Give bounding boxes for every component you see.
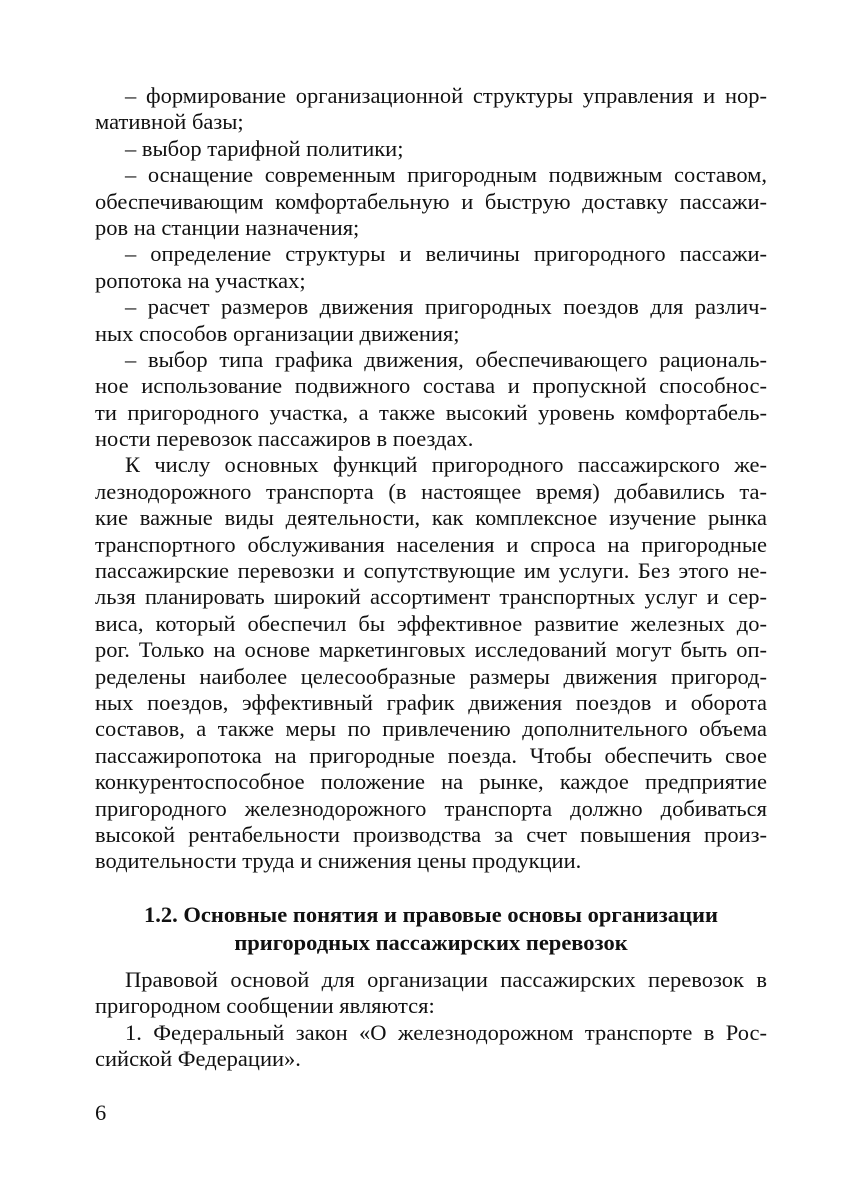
page-number: 6 xyxy=(95,1100,107,1125)
section-heading-line: пригородных пассажирских перевозок xyxy=(234,929,628,955)
main-paragraph xyxy=(95,452,767,874)
text-line: пассажирские перевозки и сопутствующие им услуги. Без этого не- xyxy=(95,558,767,584)
text-line: ных способов организации движения; xyxy=(95,320,460,346)
list-item xyxy=(95,347,767,453)
list-item xyxy=(95,162,767,241)
text-line: пригородного железнодорожного транспорта должно добиваться xyxy=(95,795,767,821)
text-line: ное использование подвижного состава и пропускной способнос- xyxy=(95,373,767,399)
list-item xyxy=(95,294,767,347)
text-line: конкурентоспособное положение на рынке, каждое предприятие xyxy=(95,769,767,795)
text-line: ти пригородного участка, а также высокий уровень комфортабель- xyxy=(95,399,767,425)
text-line: К числу основных функций пригородного пассажирского же- xyxy=(125,452,767,478)
list-item xyxy=(95,241,767,294)
text-line: – оснащение современным пригородным подвижным составом, xyxy=(125,162,767,188)
text-line: кие важные виды деятельности, как комплексное изучение рынка xyxy=(95,505,767,531)
text-line: ров на станции назначения; xyxy=(95,214,360,240)
law-item xyxy=(95,1020,767,1073)
text-line: пассажиропотока на пригородные поезда. Чтобы обеспечить свое xyxy=(95,742,767,768)
text-line: лезнодорожного транспорта (в настоящее время) добавились та- xyxy=(95,478,767,504)
text-line: мативной базы; xyxy=(95,109,244,135)
text-line: – определение структуры и величины пригородного пассажи- xyxy=(125,241,767,267)
text-line: рог. Только на основе маркетинговых исследований могут быть оп- xyxy=(95,637,767,663)
text-column xyxy=(95,83,767,1072)
text-line: 1. Федеральный закон «О железнодорожном транспорте в Рос- xyxy=(125,1019,767,1045)
section-heading xyxy=(95,901,767,957)
text-line: ности перевозок пассажиров в поездах. xyxy=(95,426,474,452)
text-line: сийской Федерации». xyxy=(95,1045,301,1071)
list-item xyxy=(95,83,767,136)
text-line: составов, а также меры по привлечению дополнительного объема xyxy=(95,716,767,742)
text-line: ных поездов, эффективный график движения поездов и оборота xyxy=(95,689,767,715)
text-line: обеспечивающим комфортабельную и быструю доставку пассажи- xyxy=(95,188,767,214)
text-line: льзя планировать широкий ассортимент транспортных услуг и сер- xyxy=(95,584,767,610)
text-line: водительности труда и снижения цены продукции. xyxy=(95,848,582,874)
legal-paragraph xyxy=(95,967,767,1020)
text-line: ропотока на участках; xyxy=(95,267,306,293)
section-heading-line: 1.2. Основные понятия и правовые основы организации xyxy=(144,901,718,927)
text-line: виса, который обеспечил бы эффективное развитие железных до- xyxy=(95,610,767,636)
text-line: – расчет размеров движения пригородных поездов для различ- xyxy=(125,294,767,320)
text-line: ределены наиболее целесообразные размеры движения пригород- xyxy=(95,663,767,689)
text-line: – выбор тарифной политики; xyxy=(125,135,404,161)
text-line: Правовой основой для организации пассажирских перевозок в xyxy=(125,966,767,992)
text-line: высокой рентабельности производства за счет повышения произ- xyxy=(95,821,767,847)
text-line: пригородном сообщении являются: xyxy=(95,993,435,1019)
text-line: – выбор типа графика движения, обеспечивающего рациональ- xyxy=(125,346,767,372)
text-line: – формирование организационной структуры управления и нор- xyxy=(125,83,767,108)
list-item xyxy=(95,136,767,162)
text-line: транспортного обслуживания населения и спроса на пригородные xyxy=(95,531,767,557)
